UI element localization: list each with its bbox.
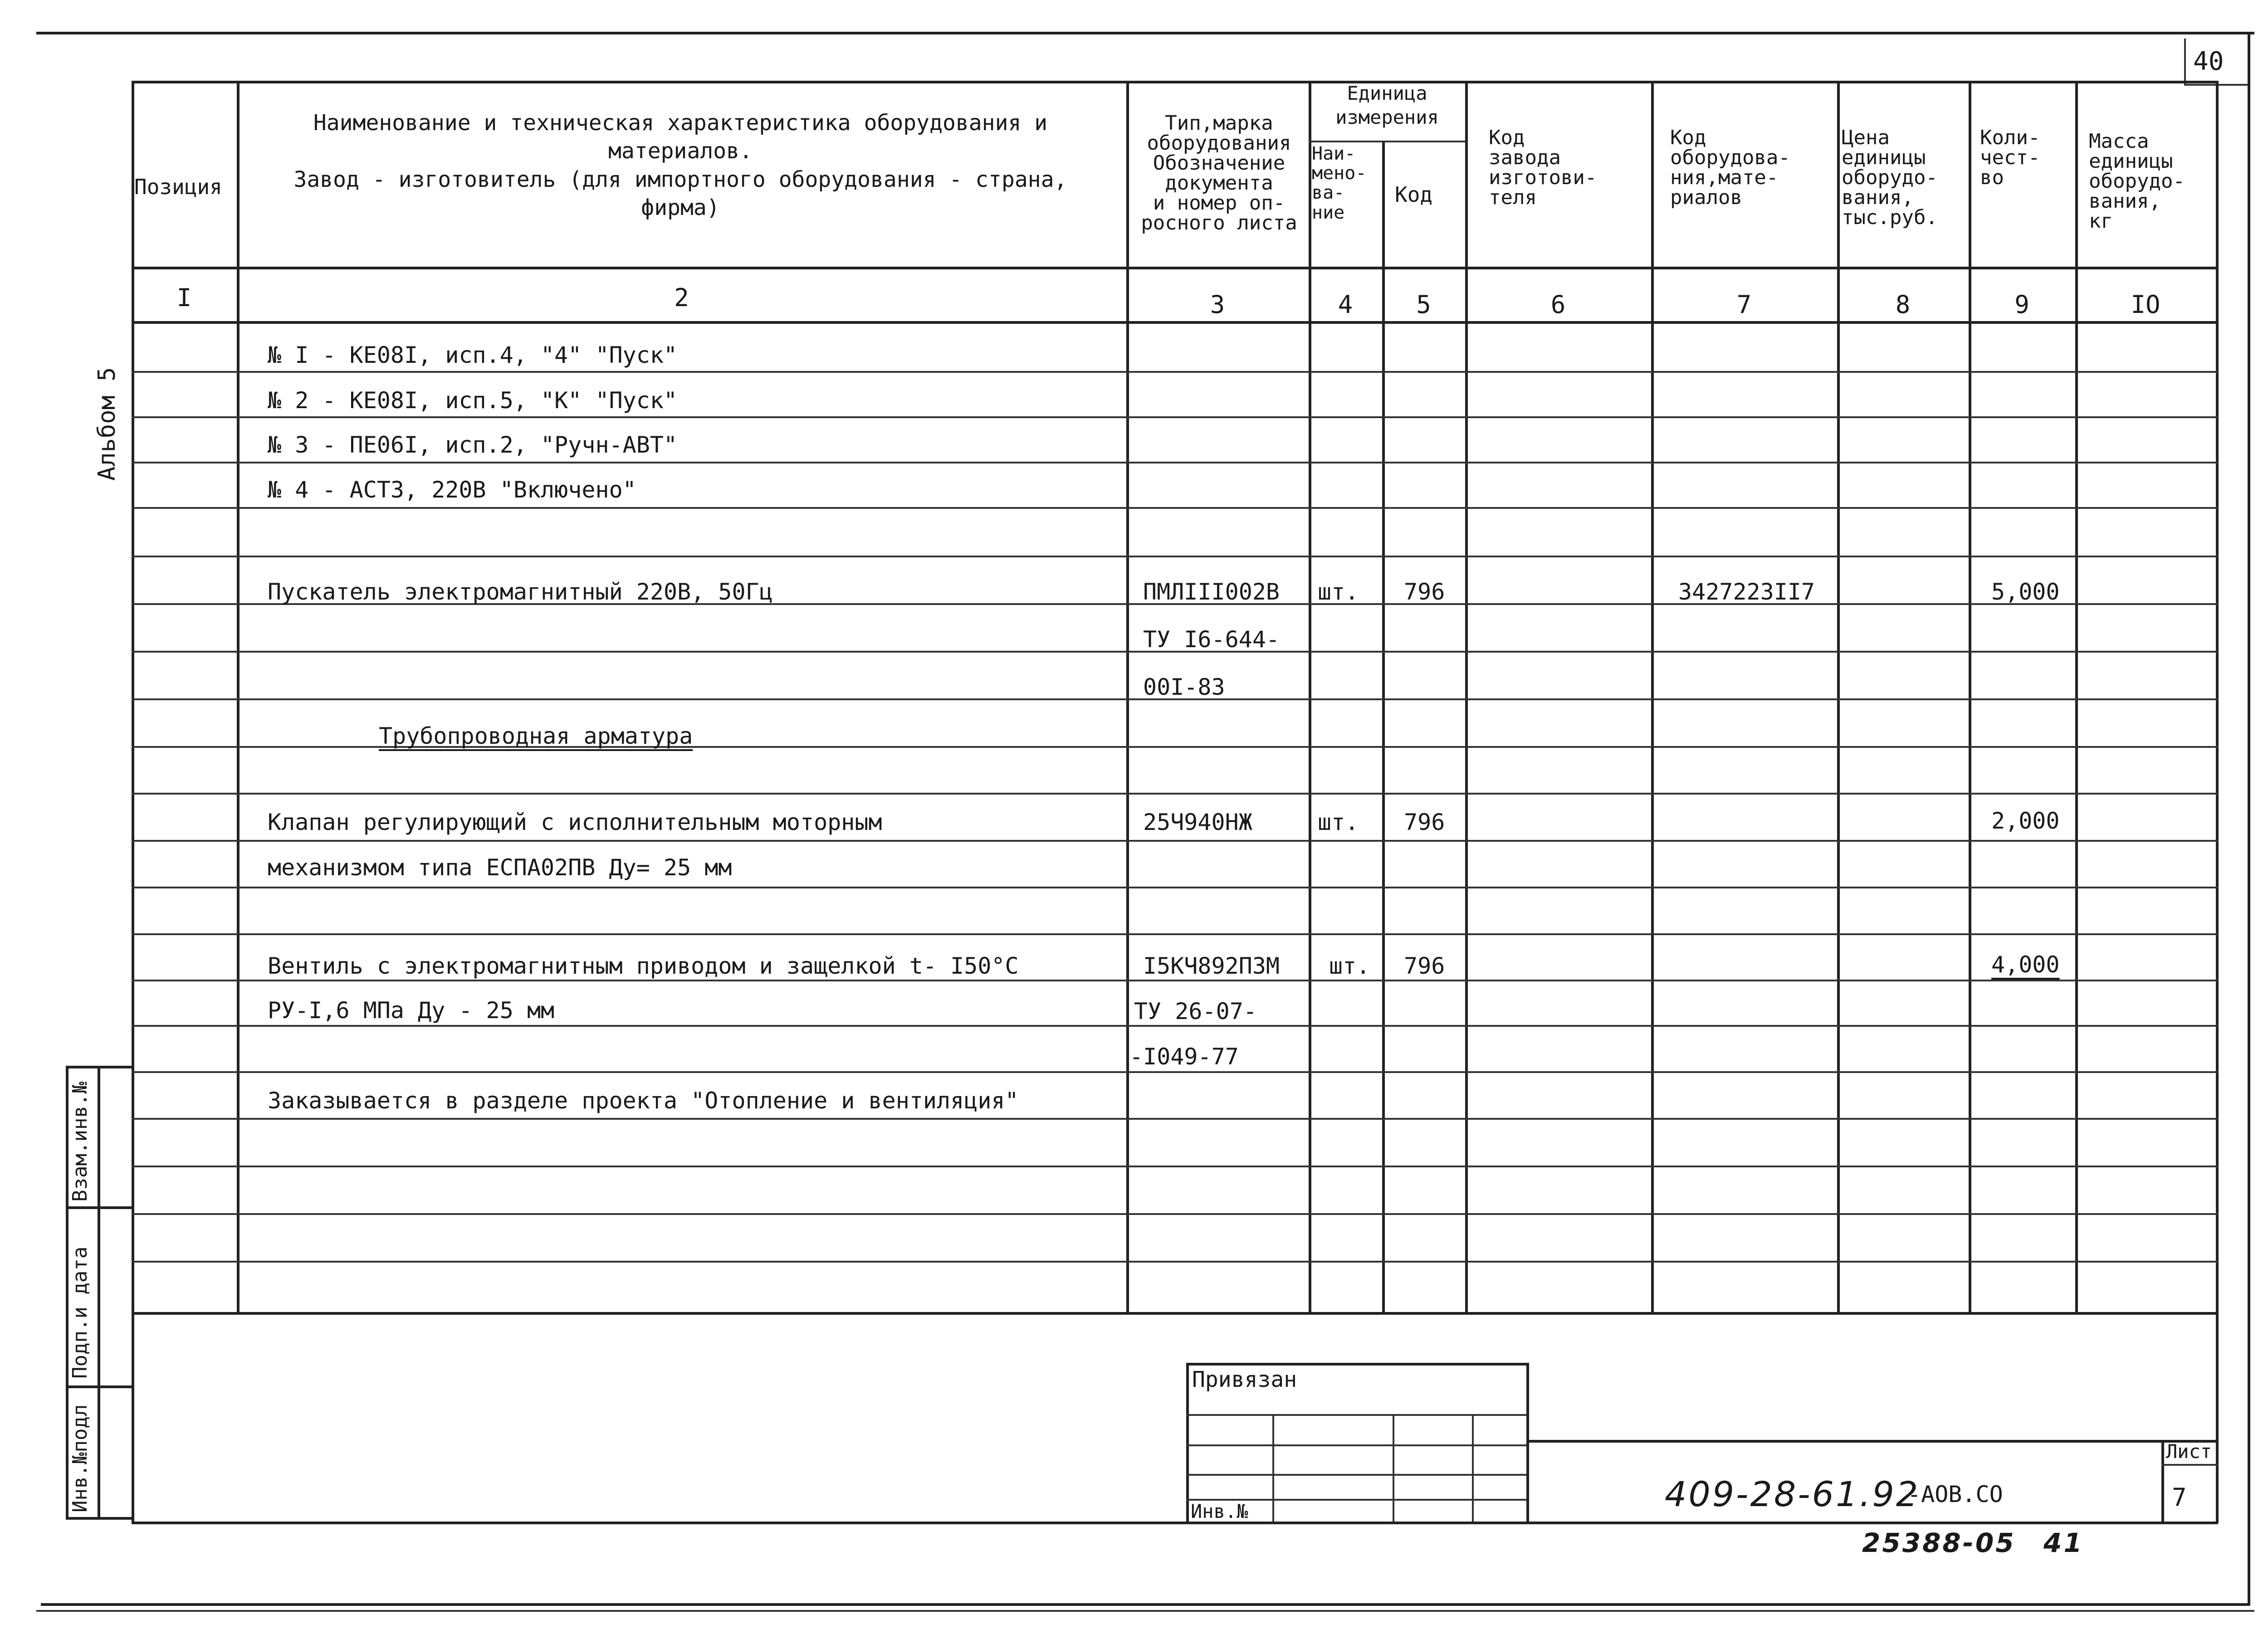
frame-bottom-edge: [41, 1603, 2250, 1606]
row-name: РУ-I,6 МПа Ду - 25 мм: [268, 997, 555, 1024]
scan-edge-line: [36, 1610, 2254, 1612]
margin-stamp-row: [66, 1385, 132, 1388]
row-quantity: 2,000: [1991, 808, 2060, 834]
row-line: [132, 1166, 2218, 1167]
row-line: [132, 980, 2218, 981]
row-name: № I - КЕ08I, исп.4, "4" "Пуск": [268, 342, 678, 368]
row-line: [132, 1025, 2218, 1027]
stamp-row: [1186, 1444, 1526, 1446]
col-divider: [237, 81, 240, 1312]
table-body-bottom: [132, 1312, 2218, 1315]
col-number: IO: [2131, 290, 2160, 319]
row-type: ТУ 26-07-: [1134, 998, 1257, 1024]
row-unit: шт.: [1318, 809, 1359, 835]
title-block-sheet-divider: [2161, 1440, 2164, 1522]
stamp-inv: Инв.№: [1191, 1500, 1248, 1522]
row-line: [132, 887, 2218, 888]
stamp-row: [1186, 1474, 1526, 1476]
stamp-col: [1272, 1414, 1274, 1522]
stamp-col: [1472, 1414, 1474, 1522]
row-line: [132, 462, 2218, 463]
title-block-top: [1526, 1440, 2218, 1443]
margin-inv-podl: Инв.№подл: [68, 1404, 92, 1512]
handwritten-number: 41: [2043, 1527, 2084, 1558]
row-unit: шт.: [1329, 953, 1370, 979]
col-number: I: [176, 283, 192, 312]
col-divider: [1837, 81, 1840, 1312]
row-name: Пускатель электромагнитный 220В, 50Гц: [268, 579, 773, 605]
col-divider: [1126, 81, 1129, 1312]
stamp-privyazan: Привязан: [1192, 1367, 1297, 1392]
margin-stamp-bottom: [66, 1517, 132, 1520]
stamp-top: [1186, 1363, 1526, 1366]
col-number: 4: [1338, 290, 1353, 319]
document-code-suffix: -АОВ.СО: [1907, 1481, 2003, 1507]
col-number: 9: [2014, 290, 2029, 319]
unit-group-divider: [1309, 141, 1465, 142]
row-line: [132, 793, 2218, 795]
row-name: № 3 - ПЕ06I, исп.2, "Ручн-АВТ": [268, 432, 678, 458]
row-line: [132, 1213, 2218, 1215]
stamp-col: [1393, 1414, 1394, 1522]
row-unit: шт.: [1318, 579, 1359, 605]
row-name: № 2 - КЕ08I, исп.5, "К" "Пуск": [268, 387, 678, 414]
margin-stamp-top: [66, 1066, 132, 1068]
margin-podp-data: Подп.и дата: [68, 1246, 92, 1379]
margin-stamp-divider: [98, 1066, 100, 1519]
row-type: ПМЛIII002В: [1143, 579, 1280, 605]
row-type: 25Ч940НЖ: [1143, 809, 1252, 835]
header-quantity: Коли- чест- во: [1980, 126, 2040, 189]
header-name: Наименование и техническая характеристика оборудования и материалов. Завод - изготовитель (для импортного оборудования - страна, фирма): [293, 110, 1067, 221]
col-number: 8: [1895, 290, 1911, 319]
title-block-sheet-row: [2161, 1464, 2218, 1466]
frame-right-edge: [2248, 32, 2250, 1605]
row-line: [132, 556, 2218, 557]
document-code: 409-28-61.92: [1665, 1474, 1920, 1514]
row-line: [132, 416, 2218, 418]
row-name: механизмом типа ЕСПА02ПВ Ду= 25 мм: [268, 854, 732, 881]
table-right-border: [2216, 81, 2219, 1523]
col-number: 2: [674, 283, 689, 312]
page-number-box-left: [2184, 39, 2186, 84]
row-code: 796: [1404, 809, 1445, 835]
row-type: -I049-77: [1129, 1044, 1239, 1070]
row-name: Клапан регулирующий с исполнительным моторным: [268, 809, 882, 835]
row-name: № 4 - АСТ3, 220В "Включено": [268, 477, 636, 503]
header-unit-code: Код: [1395, 182, 1433, 207]
row-equipment-code: 3427223II7: [1678, 579, 1815, 605]
col-divider: [1651, 81, 1654, 1312]
header-bottom-border: [132, 267, 2218, 269]
row-line: [132, 933, 2218, 935]
stamp-row: [1186, 1414, 1526, 1416]
header-mass: Масса единицы оборудо- вания, кг: [2089, 130, 2185, 233]
row-line: [132, 1118, 2218, 1120]
frame-top-edge: [36, 32, 2254, 34]
page-number: 40: [2193, 47, 2224, 76]
col-divider: [1309, 81, 1311, 1312]
section-title: Трубопроводная арматура: [379, 723, 693, 749]
table-top-border: [132, 81, 2218, 83]
row-line: [132, 507, 2218, 509]
row-line: [132, 1261, 2218, 1263]
row-code: 796: [1404, 579, 1445, 605]
col-number: 5: [1416, 290, 1431, 319]
header-equipment-code: Код оборудова- ния,мате- риалов: [1670, 126, 1790, 209]
row-line: [132, 840, 2218, 842]
row-type: ТУ I6-644-: [1143, 626, 1280, 653]
row-quantity: 5,000: [1991, 579, 2060, 605]
sheet-number: 7: [2172, 1483, 2187, 1512]
col-divider: [1969, 81, 1971, 1312]
table-bottom-border: [132, 1522, 2218, 1524]
header-price: Цена единицы оборудо- вания, тыс.руб.: [1842, 126, 1938, 229]
col-numbers-bottom-border: [132, 321, 2218, 324]
row-name: Вентиль с электромагнитным приводом и защелкой t- I50°С: [268, 953, 1019, 979]
col-number: 6: [1550, 290, 1566, 319]
col-number: 3: [1210, 290, 1225, 319]
row-name: Заказывается в разделе проекта "Отопление и вентиляция": [268, 1088, 1019, 1114]
row-line: [132, 371, 2218, 373]
col-divider: [1465, 81, 1468, 1312]
col-divider: [2075, 81, 2078, 1312]
header-unit-group: Единица измерения: [1335, 82, 1439, 128]
row-type: 00I-83: [1143, 674, 1225, 700]
handwritten-reference: 25388-05: [1862, 1527, 2016, 1558]
margin-zam-inv: Взам.инв.№: [68, 1082, 92, 1202]
row-quantity: 4,000: [1991, 951, 2060, 978]
col-number: 7: [1736, 290, 1752, 319]
header-factory-code: Код завода изготови- теля: [1489, 126, 1597, 209]
album-label: Альбом 5: [93, 367, 121, 481]
margin-stamp-row: [66, 1206, 132, 1209]
header-unit-name: Наи- мено- ва- ние: [1312, 143, 1367, 223]
row-line: [132, 1071, 2218, 1073]
row-type: I5КЧ892П3М: [1143, 953, 1280, 979]
row-code: 796: [1404, 953, 1445, 979]
header-type: Тип,марка оборудования Обозначение документа и номер оп- росного листа: [1141, 112, 1297, 234]
sheet-label: Лист: [2166, 1440, 2212, 1463]
header-position: Позиция: [134, 175, 222, 199]
stamp-left: [1186, 1363, 1189, 1522]
